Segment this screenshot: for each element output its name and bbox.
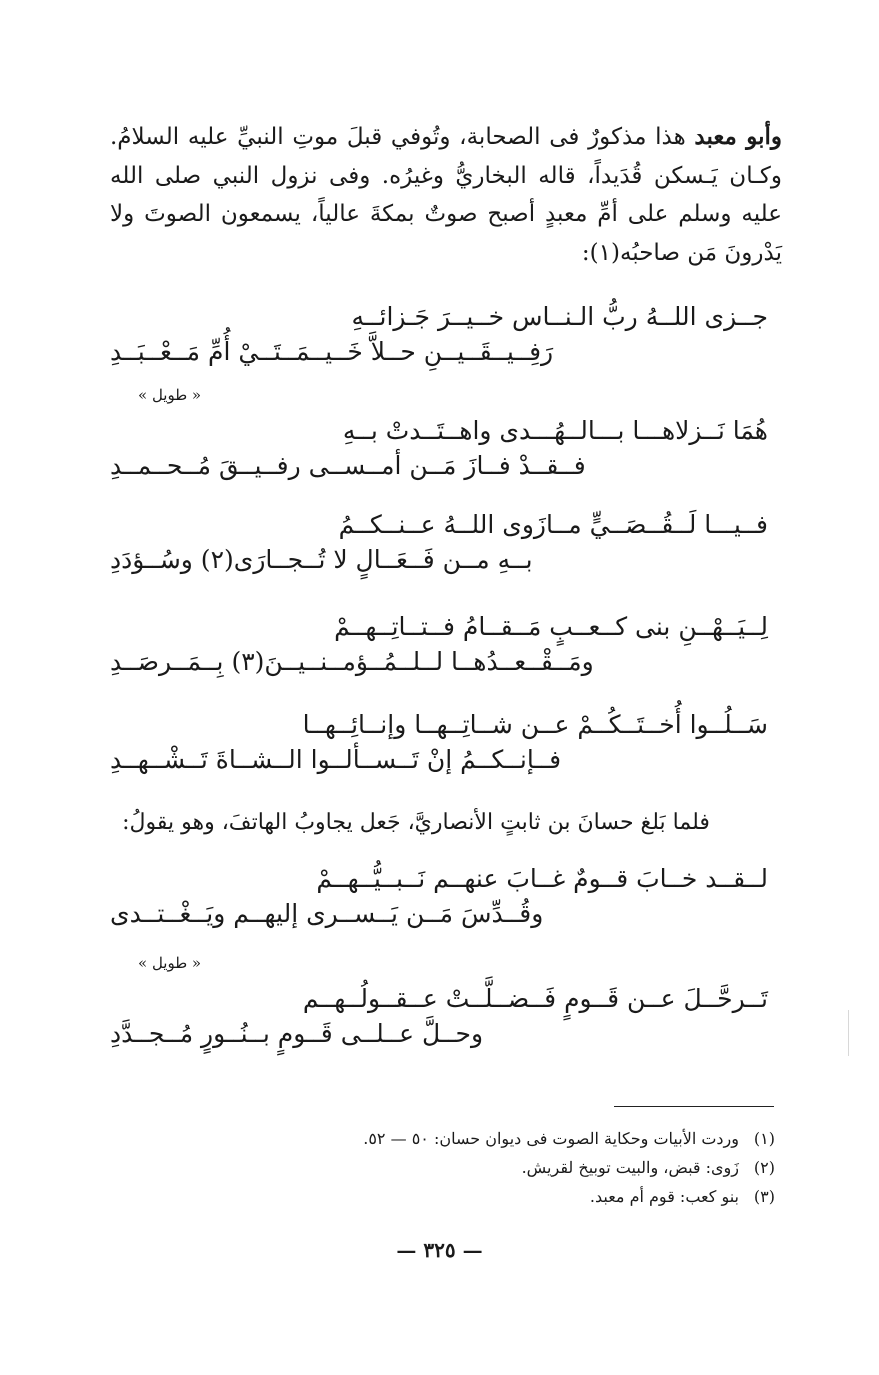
verse-second-hemistich: بــهِ مــن فَــعَــالٍ لا تُــجــارَى(٢) وسُــؤدَدِ <box>110 545 533 574</box>
footnote-number: (١) <box>753 1129 775 1148</box>
poem2-verse-1 <box>110 864 782 928</box>
footnote-separator <box>614 1106 774 1107</box>
verse-second-hemistich: رَفِــيــقَــيــنِ حــلاَّ خَــيــمَــتَــيْ أُمِّ مَــعْــبَــدِ <box>110 337 554 366</box>
verse-first-hemistich: تَــرحَّــلَ عــن قَــومٍ فَــضــلَّــتْ عــقــولُــهــم <box>302 984 768 1013</box>
verse-first-hemistich: هُمَا نَــزلاهـــا بـــالــهُـــدى واهــتَــدتْ بــهِ <box>342 416 768 445</box>
poem2-meter-label: « طويل » <box>138 954 202 972</box>
footnote-text: وردت الأبيات وحكاية الصوت فى ديوان حسان: ٥٠ — ٥٢. <box>363 1129 739 1148</box>
verse-second-hemistich: وحــلَّ عــلــى قَــومٍ بــنُــورٍ مُــجــدَّدِ <box>110 1019 484 1048</box>
footnotes <box>215 1124 775 1211</box>
verse-second-hemistich: فــقــدْ فــازَ مَــن أمــســى رفــيــقَ مُــحــمــدِ <box>110 451 586 480</box>
footnote-text: بنو كعب: قوم أم معبد. <box>589 1187 739 1206</box>
verse-second-hemistich: فــإنــكــمُ إنْ تَــســألــوا الــشــاةَ تَــشْــهــدِ <box>110 745 562 774</box>
poem1-meter-label: « طويل » <box>138 386 202 404</box>
footnote-3 <box>215 1182 775 1211</box>
footnote-text: زَوى: قبض، والبيت توبيخ لقريش. <box>521 1158 739 1177</box>
poem2-verse-2 <box>110 984 782 1048</box>
poem1-verse-1 <box>110 302 782 366</box>
footnote-number: (٢) <box>753 1158 775 1177</box>
verse-first-hemistich: لــقــد خــابَ قــومٌ غــابَ عنهــم نَــبــيُّــهــمْ <box>316 864 768 893</box>
poem1-verse-4 <box>110 612 782 676</box>
margin-scan-mark <box>848 1010 849 1056</box>
poem2-introduction: فلما بَلغ حسانَ بن ثابتٍ الأنصاريَّ، جَعل يجاوبُ الهاتفَ، وهو يقولُ: <box>122 810 710 835</box>
page-number: — ٣٢٥ — <box>396 1238 483 1262</box>
footnote-2 <box>215 1153 775 1182</box>
verse-second-hemistich: ومَــقْــعــدُهــا لــلــمُــؤمــنــيــنَ(٣) بِــمَــرصَــدِ <box>110 647 594 676</box>
verse-first-hemistich: فــيـــا لَــقُــصَــيٍّ مــازَوى اللــهُ عــنــكــمُ <box>338 510 768 539</box>
verse-first-hemistich: سَــلُــوا أُخــتَــكُــمْ عــن شــاتِــهــا وإنــائِــهــا <box>302 710 768 739</box>
footnote-number: (٣) <box>753 1187 775 1206</box>
paragraph-lead-name: وأبو معبد <box>694 123 782 150</box>
footnote-1 <box>215 1124 775 1153</box>
poem1-verse-3 <box>110 510 782 574</box>
paragraph-text: هذا مذكورٌ فى الصحابة، وتُوفي قبلَ موتِ النبيِّ عليه السلامُ. وكـان يَـسكن قُدَيداً، قاله البخاريُّ وغيرُه. وفى نزول النبي صلى الله عليه وسلم على أمِّ معبدٍ أصبح صوتٌ بمكةَ عالياً، يسمعون الصوتَ ولا يَدْرونَ مَن صاحبُه(١): <box>110 124 782 266</box>
verse-first-hemistich: لِــيَــهْــنِ بنى كــعــبٍ مَــقــامُ فــتــاتِــهــمْ <box>334 612 768 641</box>
opening-paragraph <box>110 118 782 272</box>
poem1-verse-2 <box>110 416 782 480</box>
poem1-verse-5 <box>110 710 782 774</box>
verse-first-hemistich: جــزى اللــهُ ربُّ الـنــاس خــيــرَ جَـزائــهِ <box>351 302 768 331</box>
verse-second-hemistich: وقُــدِّسَ مَــن يَــســرى إليهــم ويَــغْــتــدى <box>110 899 544 928</box>
